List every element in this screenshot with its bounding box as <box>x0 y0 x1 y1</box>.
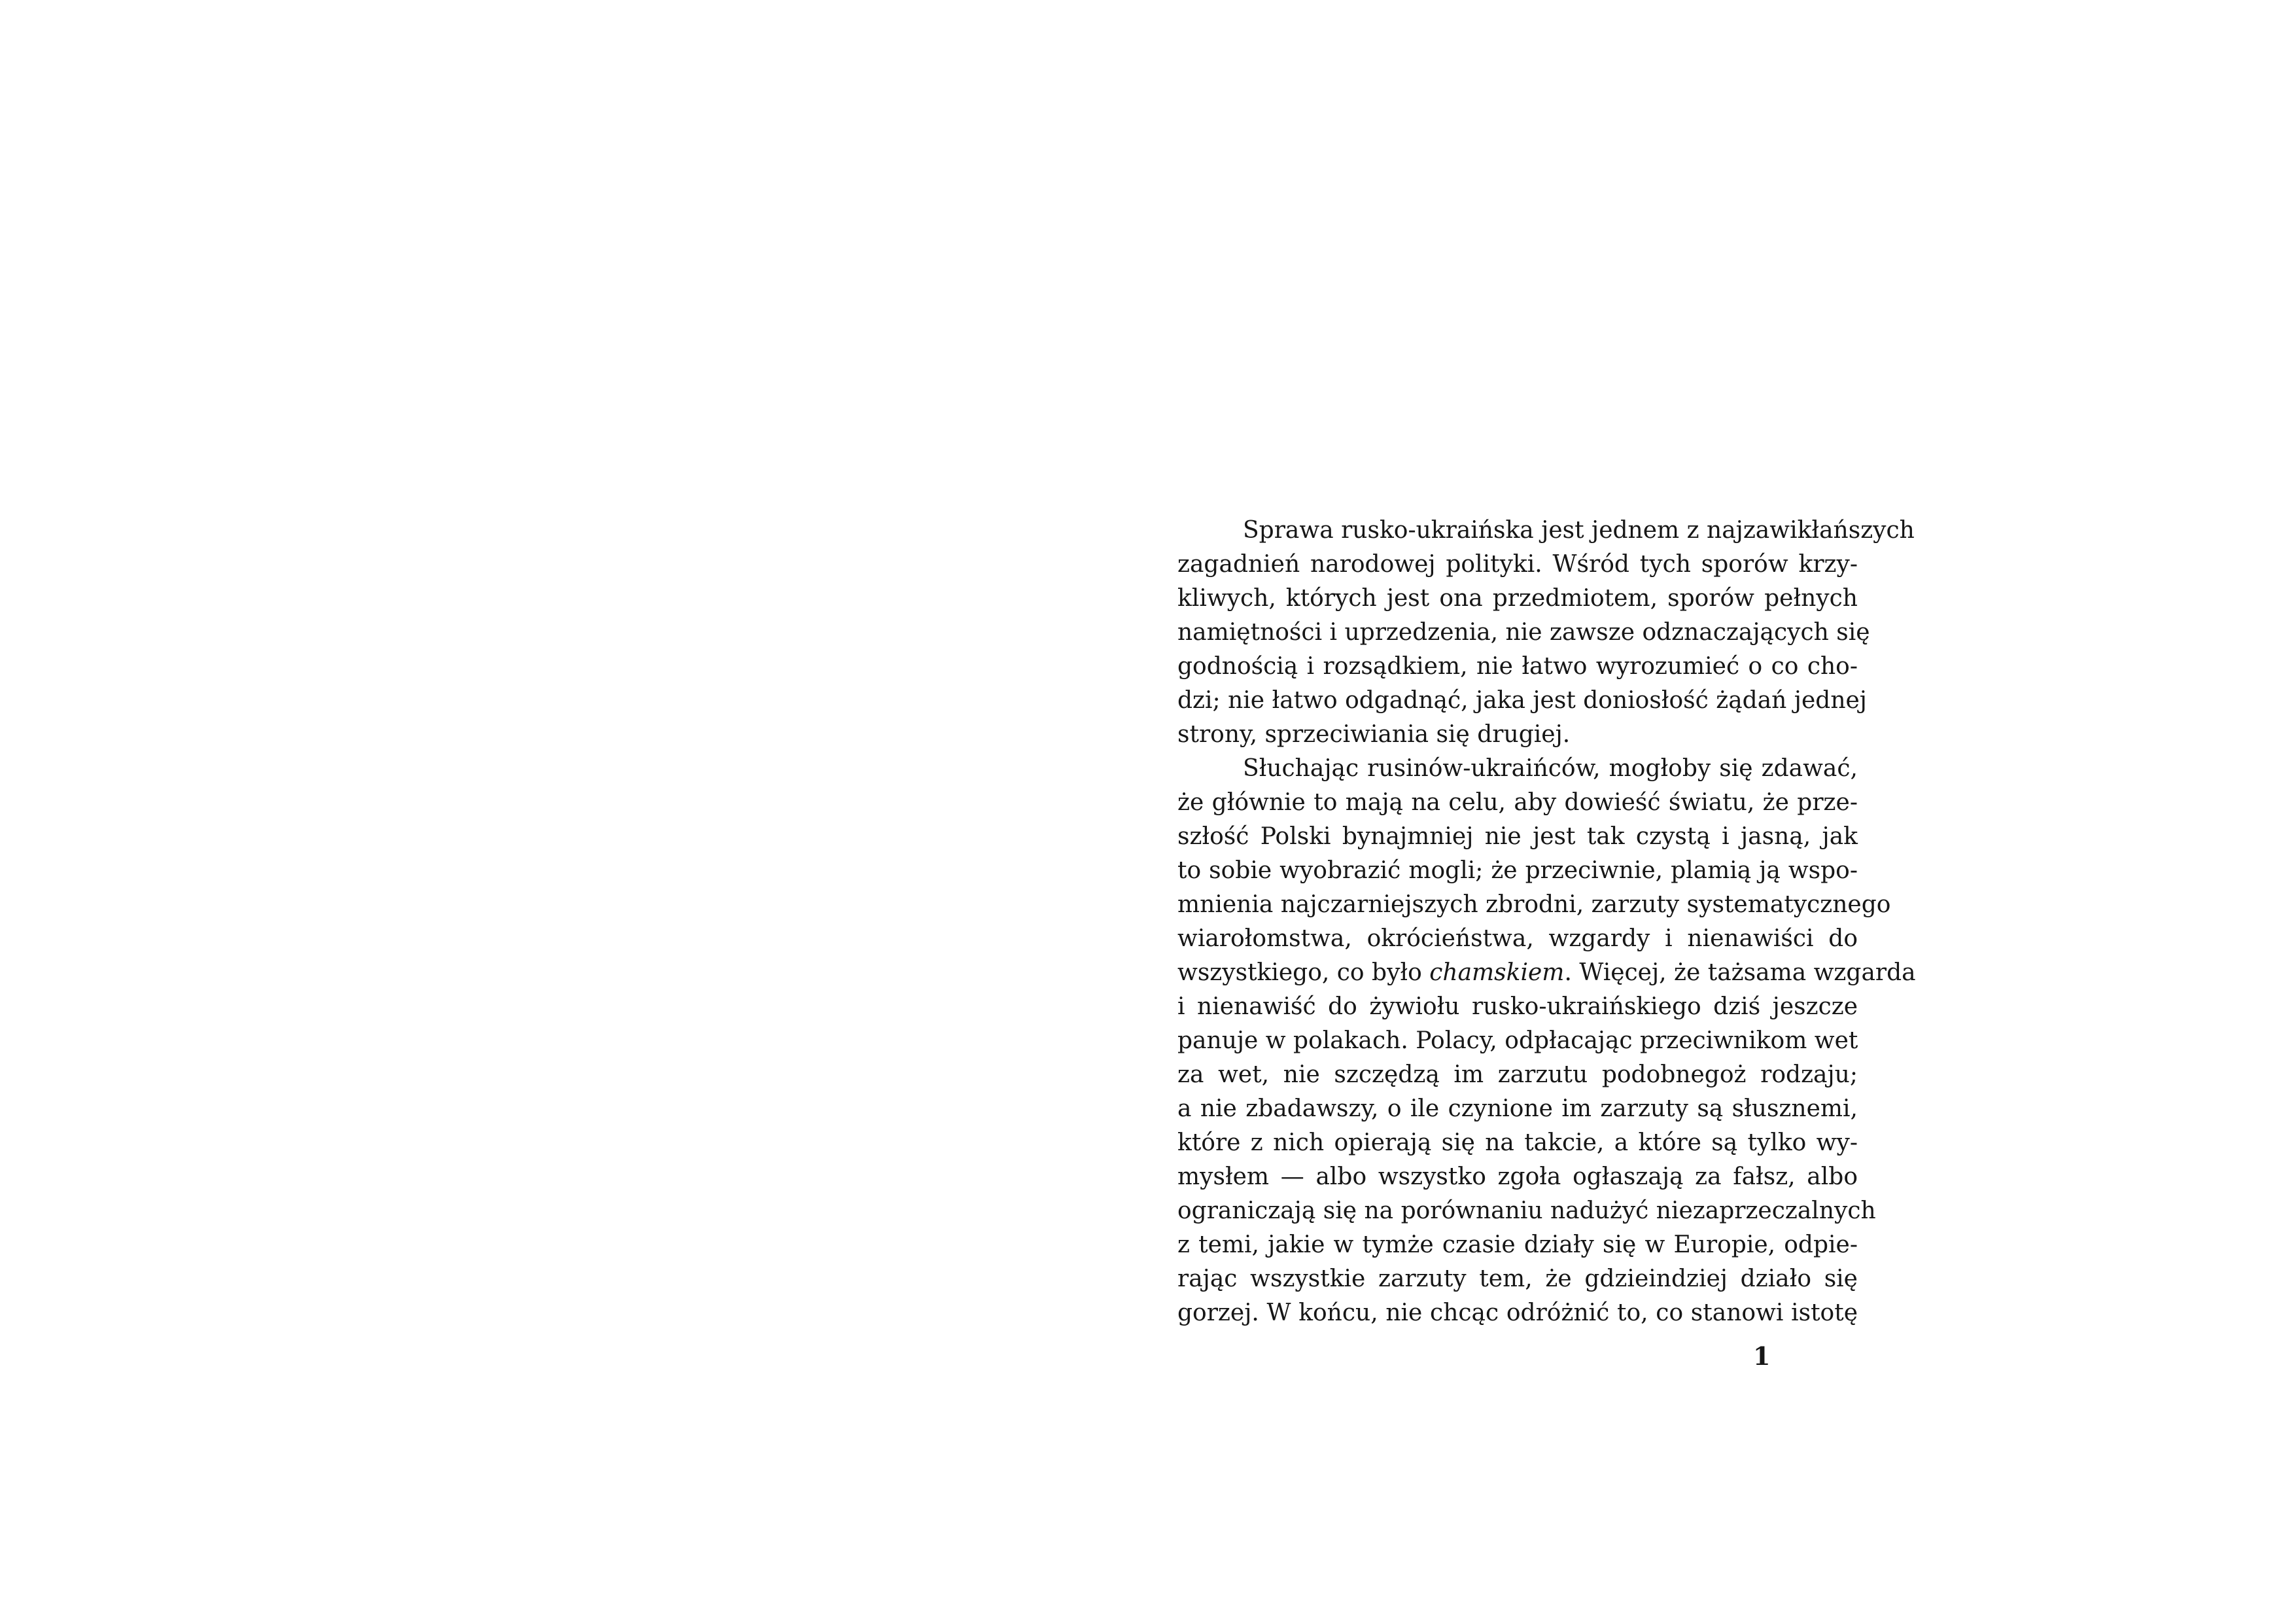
text-line: strony, sprzeciwiania się drugiej. <box>1177 721 1571 748</box>
text-line: namiętności i uprzedzenia, nie zawsze odznaczających się <box>1177 619 1870 646</box>
text-line: kliwych, których jest ona przedmiotem, sporów pełnych <box>1177 585 1858 612</box>
text-line: ograniczają się na porównaniu nadużyć niezaprzeczalnych <box>1177 1197 1876 1224</box>
text-line: dzi; nie łatwo odgadnąć, jaka jest doniosłość żądań jednej <box>1177 687 1867 714</box>
text-line: szłość Polski bynajmniej nie jest tak czystą i jasną, jak <box>1177 823 1858 850</box>
italic-word: chamskiem <box>1429 959 1565 986</box>
text-line: za wet, nie szczędzą im zarzutu podobnegoż rodzaju; <box>1177 1061 1858 1088</box>
text-line: wiarołomstwa, okrócieństwa, wzgardy i nienawiści do <box>1177 925 1858 952</box>
text-line: mnienia najczarniejszych zbrodni, zarzuty systematycznego <box>1177 891 1891 918</box>
text-line: Sprawa rusko-ukraińska jest jednem z najzawikłańszych <box>1243 517 1915 544</box>
text-line: mysłem — albo wszystko zgoła ogłaszają za fałsz, albo <box>1177 1163 1858 1190</box>
text-line: to sobie wyobrazić mogli; że przeciwnie, plamią ją wspo- <box>1177 857 1858 884</box>
text-line: zagadnień narodowej polityki. Wśród tych sporów krzy- <box>1177 551 1858 578</box>
page-number: 1 <box>1753 1341 1771 1371</box>
paragraph-2 <box>1177 752 1916 1330</box>
text-line: i nienawiść do żywiołu rusko-ukraińskiego dziś jeszcze <box>1177 993 1858 1020</box>
text-line: a nie zbadawszy, o ile czynione im zarzuty są słusznemi, <box>1177 1095 1858 1122</box>
text-line: które z nich opierają się na takcie, a które są tylko wy- <box>1177 1129 1858 1156</box>
text-line: rając wszystkie zarzuty tem, że gdzieindziej działo się <box>1177 1265 1858 1292</box>
text-line: wszystkiego, co było chamskiem. Więcej, że tażsama wzgarda <box>1177 959 1916 986</box>
text-line: godnością i rozsądkiem, nie łatwo wyrozumieć o co cho- <box>1177 653 1858 680</box>
text-line: Słuchając rusinów-ukraińców, mogłoby się zdawać, <box>1243 755 1858 782</box>
text-line: z temi, jakie w tymże czasie działy się w Europie, odpie- <box>1177 1231 1858 1258</box>
paragraph-1 <box>1177 514 1915 752</box>
text-line: gorzej. W końcu, nie chcąc odróżnić to, co stanowi istotę <box>1177 1299 1858 1326</box>
text-line: że głównie to mają na celu, aby dowieść światu, że prze- <box>1177 789 1858 816</box>
text-line: panuje w polakach. Polacy, odpłacając przeciwnikom wet <box>1177 1027 1858 1054</box>
body-text <box>1177 514 1916 1330</box>
